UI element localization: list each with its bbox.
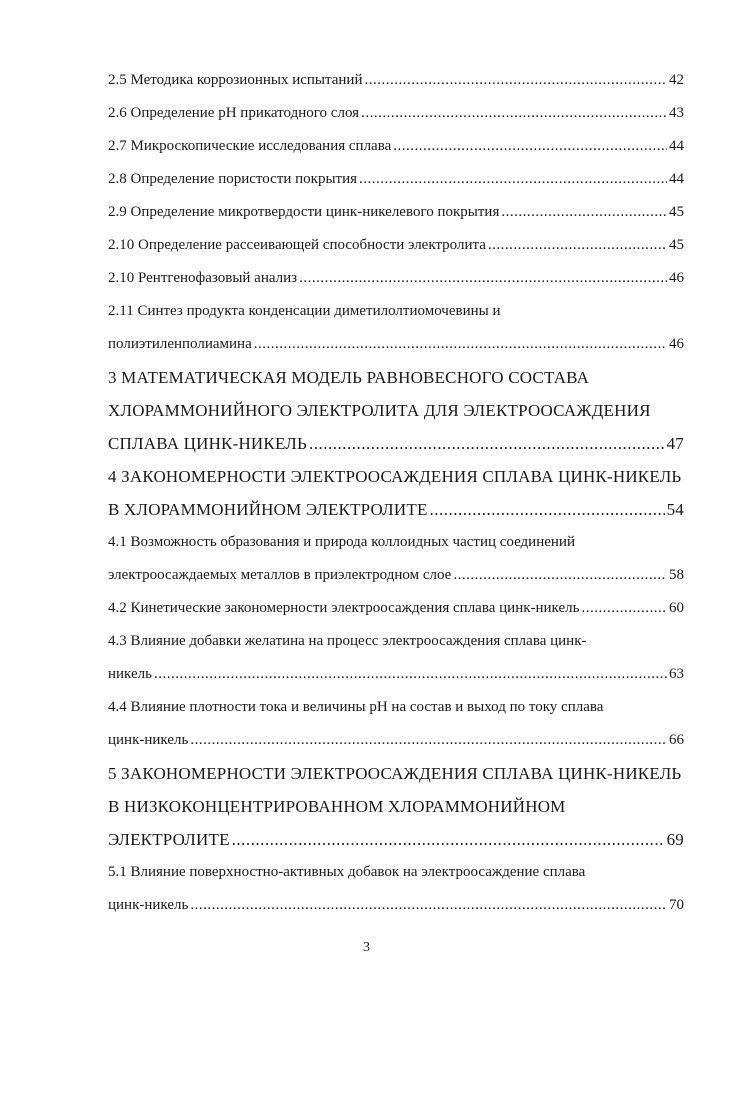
toc-entry-title: 2.8 Определение пористости покрытия [108,171,358,187]
toc-page-number: 44 [669,138,684,154]
toc-page-number: 60 [669,600,684,616]
toc-page-number: 45 [669,237,684,253]
toc-entry-title: 2.10 Определение рассеивающей способности электролита [108,237,486,253]
toc-entry-title: 4.4 Влияние плотности тока и величины pH на состав и выход по току сплава [108,699,604,715]
toc-entry-title: 2.10 Рентгенофазовый анализ [108,270,298,286]
toc-section-entry [108,691,684,757]
toc-section-entry [108,625,684,691]
toc-page-number: 47 [666,434,684,453]
toc-entry-line [108,361,684,394]
toc-entry-line [108,724,684,757]
toc-leader-dots [299,262,667,295]
toc-leader-dots [309,427,665,460]
toc-section-entry [108,262,684,295]
toc-page-number: 63 [669,666,684,682]
toc-entry-line [108,559,684,592]
toc-entry-title: ЭЛЕКТРОЛИТЕ [108,830,230,849]
toc-entry-line [108,64,684,97]
toc-entry-title: никель [108,666,152,682]
toc-leader-dots [232,823,665,856]
toc-entry-title: полиэтиленполиамина [108,336,252,352]
toc-leader-dots [501,196,667,229]
toc-entry-line [108,130,684,163]
toc-chapter-entry [108,757,684,856]
toc-page-number: 43 [669,105,684,121]
toc-leader-dots [581,592,667,625]
table-of-contents [108,64,684,922]
toc-page-number: 66 [669,732,684,748]
toc-section-entry [108,163,684,196]
toc-section-entry [108,97,684,130]
toc-entry-line [108,526,684,559]
toc-section-entry [108,229,684,262]
toc-entry-title: 2.9 Определение микротвердости цинк-никелевого покрытия [108,204,500,220]
toc-page-number: 58 [669,567,684,583]
toc-entry-line [108,295,684,328]
toc-entry-line [108,658,684,691]
toc-entry-line [108,856,684,889]
toc-page-number: 44 [669,171,684,187]
toc-entry-line [108,460,684,493]
toc-leader-dots [361,97,667,130]
toc-entry-title: 2.5 Методика коррозионных испытаний [108,72,363,88]
toc-leader-dots [154,658,667,691]
toc-section-entry [108,196,684,229]
toc-chapter-entry [108,460,684,526]
toc-entry-line [108,328,684,361]
toc-leader-dots [430,493,665,526]
toc-entry-title: 5 ЗАКОНОМЕРНОСТИ ЭЛЕКТРООСАЖДЕНИЯ СПЛАВА ЦИНК-НИКЕЛЬ [108,764,682,783]
toc-page-number: 46 [669,270,684,286]
toc-entry-title: 4.2 Кинетические закономерности электроосаждения сплава цинк-никель [108,600,580,616]
toc-entry-line [108,394,684,427]
toc-entry-title: цинк-никель [108,732,189,748]
toc-entry-line [108,427,684,460]
toc-entry-line [108,163,684,196]
toc-leader-dots [453,559,667,592]
toc-entry-line [108,262,684,295]
toc-page-number: 69 [666,830,684,849]
toc-section-entry [108,130,684,163]
toc-section-entry [108,856,684,922]
toc-entry-line [108,625,684,658]
toc-entry-title: СПЛАВА ЦИНК-НИКЕЛЬ [108,434,307,453]
toc-entry-title: 4.1 Возможность образования и природа коллоидных частиц соединений [108,534,575,550]
toc-entry-line [108,790,684,823]
toc-entry-line [108,691,684,724]
toc-leader-dots [364,64,667,97]
toc-entry-title: ХЛОРАММОНИЙНОГО ЭЛЕКТРОЛИТА ДЛЯ ЭЛЕКТРООСАЖДЕНИЯ [108,401,651,420]
toc-entry-line [108,889,684,922]
toc-leader-dots [359,163,667,196]
toc-entry-title: 2.6 Определение pH прикатодного слоя [108,105,360,121]
toc-leader-dots [488,229,667,262]
toc-entry-title: электроосаждаемых металлов в приэлектродном слое [108,567,452,583]
toc-entry-line [108,823,684,856]
toc-leader-dots [190,724,667,757]
toc-entry-title: 4 ЗАКОНОМЕРНОСТИ ЭЛЕКТРООСАЖДЕНИЯ СПЛАВА ЦИНК-НИКЕЛЬ [108,467,682,486]
toc-entry-line [108,229,684,262]
toc-entry-title: 4.3 Влияние добавки желатина на процесс электроосаждения сплава цинк- [108,633,587,649]
toc-entry-line [108,196,684,229]
toc-leader-dots [190,889,667,922]
toc-entry-line [108,97,684,130]
toc-section-entry [108,295,684,361]
toc-page-number: 46 [669,336,684,352]
toc-page-number: 45 [669,204,684,220]
toc-page-number: 42 [669,72,684,88]
toc-page-number: 70 [669,897,684,913]
toc-entry-title: В НИЗКОКОНЦЕНТРИРОВАННОМ ХЛОРАММОНИЙНОМ [108,797,566,816]
toc-entry-line [108,592,684,625]
toc-section-entry [108,64,684,97]
toc-leader-dots [254,328,667,361]
toc-entry-title: В ХЛОРАММОНИЙНОМ ЭЛЕКТРОЛИТЕ [108,500,428,519]
toc-entry-title: 5.1 Влияние поверхностно-активных добавок на электроосаждение сплава [108,864,586,880]
page-number: 3 [363,940,370,955]
toc-entry-line [108,757,684,790]
toc-page-number: 54 [666,500,684,519]
toc-entry-title: 2.11 Синтез продукта конденсации диметилолтиомочевины и [108,303,501,319]
toc-chapter-entry [108,361,684,460]
toc-entry-title: цинк-никель [108,897,189,913]
toc-entry-line [108,493,684,526]
toc-section-entry [108,526,684,592]
toc-section-entry [108,592,684,625]
toc-entry-title: 2.7 Микроскопические исследования сплава [108,138,392,154]
toc-entry-title: 3 МАТЕМАТИЧЕСКАЯ МОДЕЛЬ РАВНОВЕСНОГО СОСТАВА [108,368,590,387]
toc-leader-dots [393,130,667,163]
